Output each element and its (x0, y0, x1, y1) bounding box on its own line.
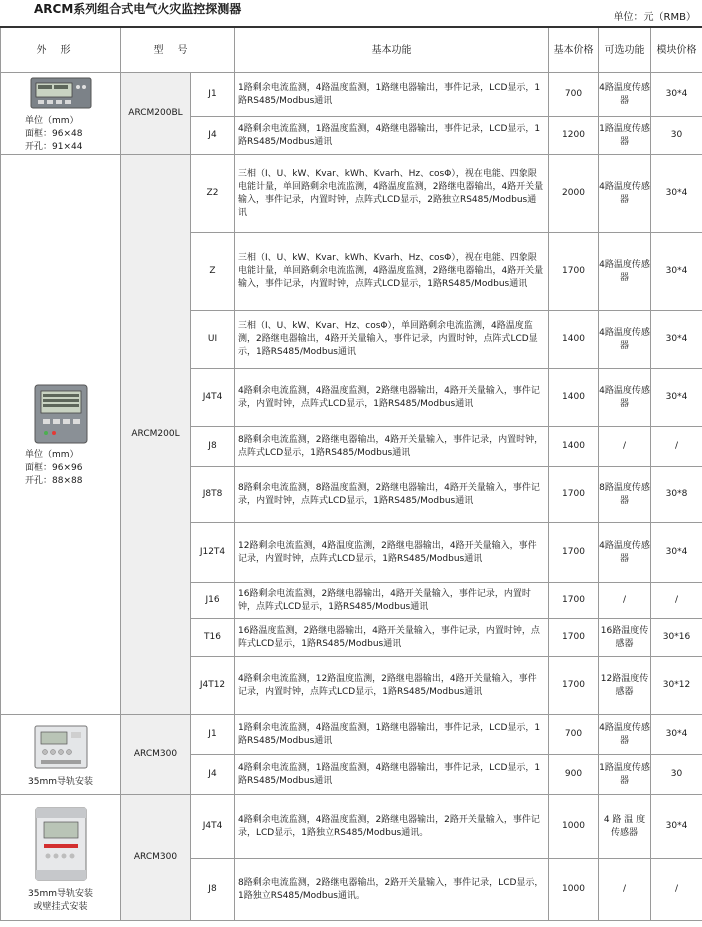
function-desc: 1路剩余电流监测，4路温度监测，1路继电器输出，事件记录，LCD显示，1路RS485/Modbus通讯 (235, 715, 549, 755)
function-desc: 8路剩余电流监测，8路温度监测，2路继电器输出，4路开关量输入，事件记录，内置时钟，点阵式LCD显示，1路RS485/Modbus通讯 (235, 467, 549, 523)
module-price: 30*4 (651, 715, 702, 755)
option-func: 4路温度传感器 (599, 311, 651, 369)
module-price: 30*4 (651, 523, 702, 583)
arcm300-wall-device-image (30, 804, 92, 884)
base-price: 1700 (549, 583, 599, 619)
shape-spec-line: 35mm导轨安装 (28, 777, 93, 787)
module-price: / (651, 859, 702, 921)
shape-spec-line: 开孔：88×88 (25, 476, 83, 486)
option-func: 1路温度传感器 (599, 755, 651, 795)
submodel: J4T12 (191, 657, 235, 715)
option-func: 1路温度传感器 (599, 117, 651, 155)
function-desc: 16路温度监测，2路继电器输出，4路开关量输入，事件记录，内置时钟，点阵式LCD显示，1路RS485/Modbus通讯 (235, 619, 549, 657)
shape-cell (1, 155, 121, 715)
model-name: ARCM200L (121, 155, 191, 715)
option-func: / (599, 583, 651, 619)
module-price: 30*4 (651, 233, 702, 311)
header-price: 基本价格 (549, 27, 599, 73)
table-row (1, 73, 702, 117)
module-price: 30*4 (651, 311, 702, 369)
table-row (1, 155, 702, 233)
function-desc: 8路剩余电流监测，2路继电器输出，2路开关量输入，事件记录，LCD显示，1路独立RS485/Modbus通讯。 (235, 859, 549, 921)
header-model: 型号 (121, 27, 235, 73)
base-price: 1400 (549, 369, 599, 427)
module-price: 30*4 (651, 155, 702, 233)
table-header-row (1, 27, 702, 73)
submodel: T16 (191, 619, 235, 657)
arcm300-rail-device-image (31, 722, 91, 772)
base-price: 1000 (549, 859, 599, 921)
module-price: / (651, 427, 702, 467)
header-option: 可选功能 (599, 27, 651, 73)
submodel: J8T8 (191, 467, 235, 523)
function-desc: 4路剩余电流监测，4路温度监测，2路继电器输出，4路开关量输入，事件记录，内置时钟，点阵式LCD显示，1路RS485/Modbus通讯 (235, 369, 549, 427)
submodel: UI (191, 311, 235, 369)
shape-spec-line: 单位（mm） (25, 116, 79, 126)
submodel: J1 (191, 73, 235, 117)
function-desc: 8路剩余电流监测，2路继电器输出，4路开关量输入，事件记录，内置时钟，点阵式LCD显示，1路RS485/Modbus通讯 (235, 427, 549, 467)
base-price: 1700 (549, 619, 599, 657)
submodel: J8 (191, 427, 235, 467)
function-desc: 三相（I、U、kW、Kvar、kWh、Kvarh、Hz、cosΦ），视在电能、四象限电能计量，单回路剩余电流监测，4路温度监测，2路继电器输出，4路开关量输入，事件记录，内置时钟，点阵式LCD显示，1路RS485/Modbus通讯 (235, 233, 549, 311)
module-price: 30*4 (651, 795, 702, 859)
submodel: J16 (191, 583, 235, 619)
shape-spec-line: 面框：96×48 (25, 129, 83, 139)
shape-cell (1, 795, 121, 921)
option-func: 4路温度传感器 (599, 233, 651, 311)
header-shape: 外形 (1, 27, 121, 73)
model-name: ARCM300 (121, 795, 191, 921)
option-func: 4路温度传感器 (599, 155, 651, 233)
option-func: / (599, 859, 651, 921)
option-func: 4路温度传感器 (599, 523, 651, 583)
option-func: 16路温度传感器 (599, 619, 651, 657)
module-price: 30*4 (651, 73, 702, 117)
base-price: 1200 (549, 117, 599, 155)
function-desc: 1路剩余电流监测，4路温度监测，1路继电器输出，事件记录，LCD显示，1路RS485/Modbus通讯 (235, 73, 549, 117)
shape-cell (1, 73, 121, 155)
module-price: 30*4 (651, 369, 702, 427)
function-desc: 16路剩余电流监测，2路继电器输出，4路开关量输入，事件记录，内置时钟，点阵式LCD显示，1路RS485/Modbus通讯 (235, 583, 549, 619)
submodel: Z2 (191, 155, 235, 233)
header-module-price: 模块价格 (651, 27, 702, 73)
base-price: 900 (549, 755, 599, 795)
shape-spec-line: 或壁挂式安装 (33, 901, 88, 912)
base-price: 2000 (549, 155, 599, 233)
currency-unit: 单位：元（RMB） (613, 12, 696, 23)
option-func: 4路温度传感器 (599, 369, 651, 427)
function-desc: 三相（I、U、kW、Kvar、Hz、cosΦ），单回路剩余电流监测，4路温度监测，2路继电器输出，4路开关量输入，事件记录，内置时钟，点阵式LCD显示，1路RS485/Modbus通讯 (235, 311, 549, 369)
module-price: 30*16 (651, 619, 702, 657)
base-price: 1400 (549, 311, 599, 369)
base-price: 1700 (549, 233, 599, 311)
function-desc: 4路剩余电流监测，4路温度监测，2路继电器输出，2路开关量输入，事件记录，LCD显示，1路独立RS485/Modbus通讯。 (235, 795, 549, 859)
module-price: 30 (651, 755, 702, 795)
submodel: J12T4 (191, 523, 235, 583)
option-func: 12路温度传感器 (599, 657, 651, 715)
shape-spec-line: 开孔：91×44 (25, 142, 83, 152)
module-price: 30*8 (651, 467, 702, 523)
submodel: J4T4 (191, 795, 235, 859)
shape-spec-line: 单位（mm） (25, 450, 79, 460)
model-name: ARCM200BL (121, 73, 191, 155)
base-price: 1700 (549, 523, 599, 583)
option-func: / (599, 427, 651, 467)
submodel: J4 (191, 755, 235, 795)
option-func: 4路温度传感器 (599, 73, 651, 117)
base-price: 1000 (549, 795, 599, 859)
base-price: 1700 (549, 467, 599, 523)
shape-spec-line: 35mm导轨安装 (28, 888, 93, 899)
option-func: 4 路 温 度 传感器 (599, 795, 651, 859)
option-func: 8路温度传感器 (599, 467, 651, 523)
base-price: 700 (549, 73, 599, 117)
submodel: Z (191, 233, 235, 311)
module-price: 30*12 (651, 657, 702, 715)
function-desc: 4路剩余电流监测，1路温度监测，4路继电器输出，事件记录，LCD显示，1路RS485/Modbus通讯 (235, 755, 549, 795)
option-func: 4路温度传感器 (599, 715, 651, 755)
arcm200l-device-image (33, 383, 89, 445)
submodel: J4 (191, 117, 235, 155)
table-row (1, 715, 702, 755)
page-title: ARCM系列组合式电气火灾监控探测器 (34, 2, 242, 16)
submodel: J8 (191, 859, 235, 921)
base-price: 1400 (549, 427, 599, 467)
table-row (1, 795, 702, 859)
product-table (0, 26, 702, 921)
function-desc: 12路剩余电流监测，4路温度监测，2路继电器输出，4路开关量输入，事件记录，内置时钟，点阵式LCD显示，1路RS485/Modbus通讯 (235, 523, 549, 583)
shape-spec-line: 面框：96×96 (25, 463, 83, 473)
function-desc: 4路剩余电流监测，12路温度监测，2路继电器输出，4路开关量输入，事件记录，内置时钟，点阵式LCD显示，1路RS485/Modbus通讯 (235, 657, 549, 715)
function-desc: 4路剩余电流监测，1路温度监测，4路继电器输出，事件记录，LCD显示，1路RS485/Modbus通讯 (235, 117, 549, 155)
base-price: 1700 (549, 657, 599, 715)
header-function: 基本功能 (235, 27, 549, 73)
module-price: 30 (651, 117, 702, 155)
submodel: J1 (191, 715, 235, 755)
base-price: 700 (549, 715, 599, 755)
submodel: J4T4 (191, 369, 235, 427)
shape-cell (1, 715, 121, 795)
model-name: ARCM300 (121, 715, 191, 795)
module-price: / (651, 583, 702, 619)
function-desc: 三相（I、U、kW、Kvar、kWh、Kvarh、Hz、cosΦ），视在电能、四象限电能计量，单回路剩余电流监测，4路温度监测，2路继电器输出，4路开关量输入，事件记录，内置时钟，点阵式LCD显示，2路独立RS485/Modbus通讯 (235, 155, 549, 233)
arcm200bl-device-image (30, 75, 92, 111)
